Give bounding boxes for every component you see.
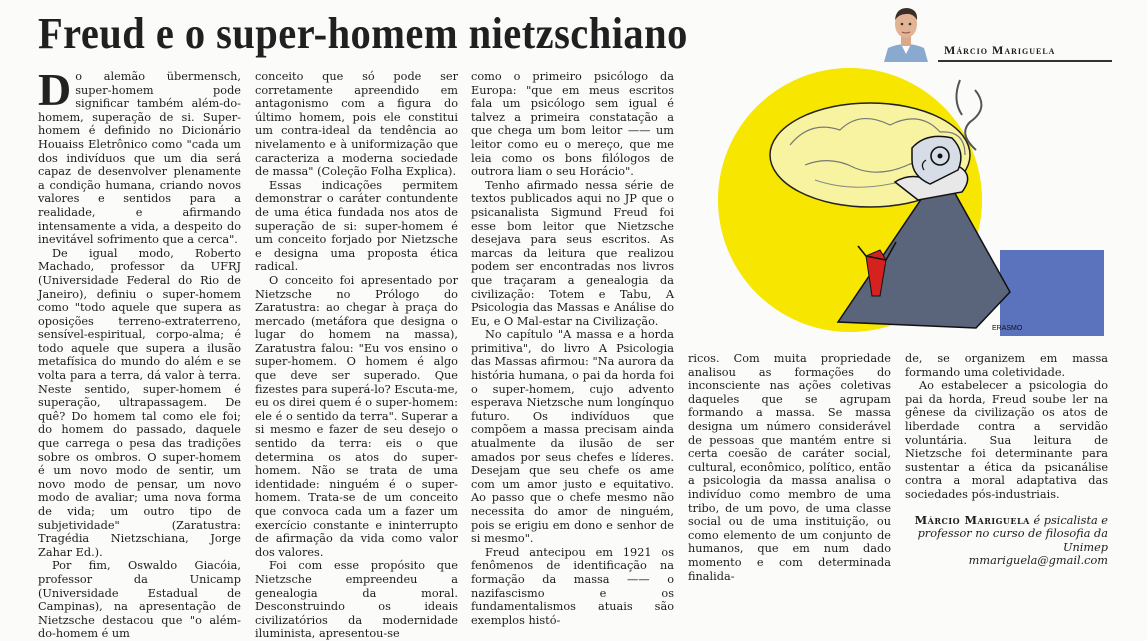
article-paragraph: como o primeiro psicólogo da Europa: "que em meus escritos fala um psicólogo sem igual é talvez a primeira constatação a que chega um bom leitor —— um leitor como eu o mereço, que me leia como os bons filólogos de outrora liam o seu Horácio".	[471, 70, 674, 179]
article-paragraph: Freud antecipou em 1921 os fenômenos de identificação na formação da massa —— o nazifascismo e os fundamentalismos atuais são exemplos histó-	[471, 545, 674, 627]
author-signature	[905, 514, 1108, 568]
article-column-2	[255, 70, 458, 641]
article-column-3	[471, 70, 674, 627]
article-paragraph: No capítulo "A massa e a horda primitiva", do livro A Psicologia das Massas afirmou: "Na aurora da história humana, o pai da horda foi o super-homem, cujo advento esperava Nietzsche num longínquo futuro. Os indivíduos que compõem a massa precisam ainda atualmente da ilusão de ser amados por seus chefes e líderes. Desejam que seu chefe os ame com um amor justo e equitativo. Ao passo que o chefe mesmo não necessita do amor de ninguém, pois se erigiu em dono e senhor de si mesmo".	[471, 328, 674, 546]
author-email: mmariguela@gmail.com	[968, 554, 1108, 568]
article-column-1	[38, 64, 241, 641]
illustrator-signature: ERASMO	[992, 325, 1023, 332]
author-photo	[880, 2, 932, 62]
author-bio: é psicalista e professor no curso de filosofia da Unimep	[917, 513, 1108, 554]
article-paragraph: conceito que só pode ser corretamente apreendido em antagonismo com a figura do último homem, pois ele constitui um contra-ideal da tendência ao nivelamento e à uniformização que caracteriza a moderna sociedade de massa" (Coleção Folha Explica).	[255, 70, 458, 179]
article-paragraph: Do alemão übermensch, super-homem pode significar também além-do-homem, superação de si. Super-homem é definido no Dicionário Houaiss Eletrônico como "cada um dos indivíduos que um dia será capaz de desenvolver plenamente a condição humana, criando novos valores e sentidos para a realidade, e afirmando intensamente a vida, a despeito do inevitável sofrimento que a cerca".	[38, 64, 241, 247]
article-paragraph: O conceito foi apresentado por Nietzsche no Prólogo do Zaratustra: ao chegar à praça do mercado (metáfora que designa o lugar do homem na massa), Zaratustra falou: "Eu vos ensino o super-homem. O homem é algo que deve ser superado. Que fizestes para superá-lo? Escuta-me, eu os direi quem é o super-homem: ele é o sentido da terra". Superar a si mesmo e fazer de seu desejo o sentido da terra: eis o que determina os atos do super-homem. Não se trata de uma identidade: ninguém é o super-homem. Trata-se de um conceito que convoca cada um a fazer um exercício constante e ininterrupto de afirmação da vida como valor dos valores.	[255, 273, 459, 559]
article-paragraph: Por fim, Oswaldo Giacóia, professor da Unicamp (Universidade Estadual de Campinas), na apresentação de Nietzsche destacou que "o além-do-homem é um	[38, 559, 241, 641]
article-column-4	[688, 352, 891, 583]
article-paragraph: de, se organizem em massa formando uma coletividade.	[905, 352, 1108, 379]
article-column-5	[905, 352, 1108, 568]
article-paragraph: Essas indicações permitem demonstrar o caráter contundente de uma ética fundada nos atos de superação de si: super-homem é um conceito forjado por Nietzsche e designa uma proposta ética radical.	[255, 178, 458, 274]
article-paragraph: ricos. Com muita propriedade analisou as formações do inconsciente nas ações coletivas daqueles que se agrupam formando a massa. Se massa designa um número considerável de pessoas que mantém entre si certa coesão de caráter social, cultural, econômico, político, então a psicologia da massa analisa o indivíduo como membro de uma tribo, de um povo, de uma classe social ou de uma instituição, ou como elemento de um conjunto de humanos, que em num dado momento e com determinada finalida-	[688, 352, 891, 583]
author-name: Márcio Mariguela	[944, 43, 1056, 57]
article-paragraph: Foi com esse propósito que Nietzsche empreendeu a genealogia da moral. Desconstruindo os ideais civilizatórios da modernidade iluminista, apresentou-se	[255, 559, 458, 641]
article-paragraph: Ao estabelecer a psicologia do pai da horda, Freud soube ler na gênese da civilização os atos de liberdade contra a servidão voluntária. Sua leitura de Nietzsche foi determinante para sustentar a ética da psicanálise contra a moral adaptativa das sociedades pós-industriais.	[905, 379, 1108, 501]
cartoon-illustration	[690, 60, 1110, 350]
article-paragraph: Tenho afirmado nessa série de textos publicados aqui no JP que o psicanalista Sigmund Freud foi esse bom leitor que Nietzsche desejava para seus escritos. As marcas da leitura que realizou podem ser encontradas nos livros que traçaram a genealogia da civilização: Totem e Tabu, A Psicologia das Massas e Análise do Eu, e O Mal-estar na Civilização.	[471, 178, 674, 328]
article-paragraph: De igual modo, Roberto Machado, professor da UFRJ (Universidade Federal do Rio de Janeiro), definiu o super-homem como "todo aquele que supera as oposições terreno-extraterreno, sensível-espiritual, corpo-alma; é todo aquele que supera a ilusão metafísica do mundo do além e se volta para a terra, dá valor à terra. Neste sentido, super-homem é superação, ultrapassagem. De quê? Do homem tal como ele foi; do homem do passado, daquele que carrega o pesa das tradições sobre os ombros. O super-homem é um novo modo de sentir, um novo modo de pensar, um novo modo de avaliar; uma nova forma de vida; um outro tipo de subjetividade" (Zaratustra: Tragédia Nietzschiana, Jorge Zahar Ed.).	[38, 246, 241, 559]
headline: Freud e o super-homem nietzschiano	[38, 9, 688, 58]
blue-block	[1000, 250, 1104, 336]
signature-name: Márcio Mariguela	[914, 512, 1030, 527]
drop-cap: D	[38, 64, 72, 115]
